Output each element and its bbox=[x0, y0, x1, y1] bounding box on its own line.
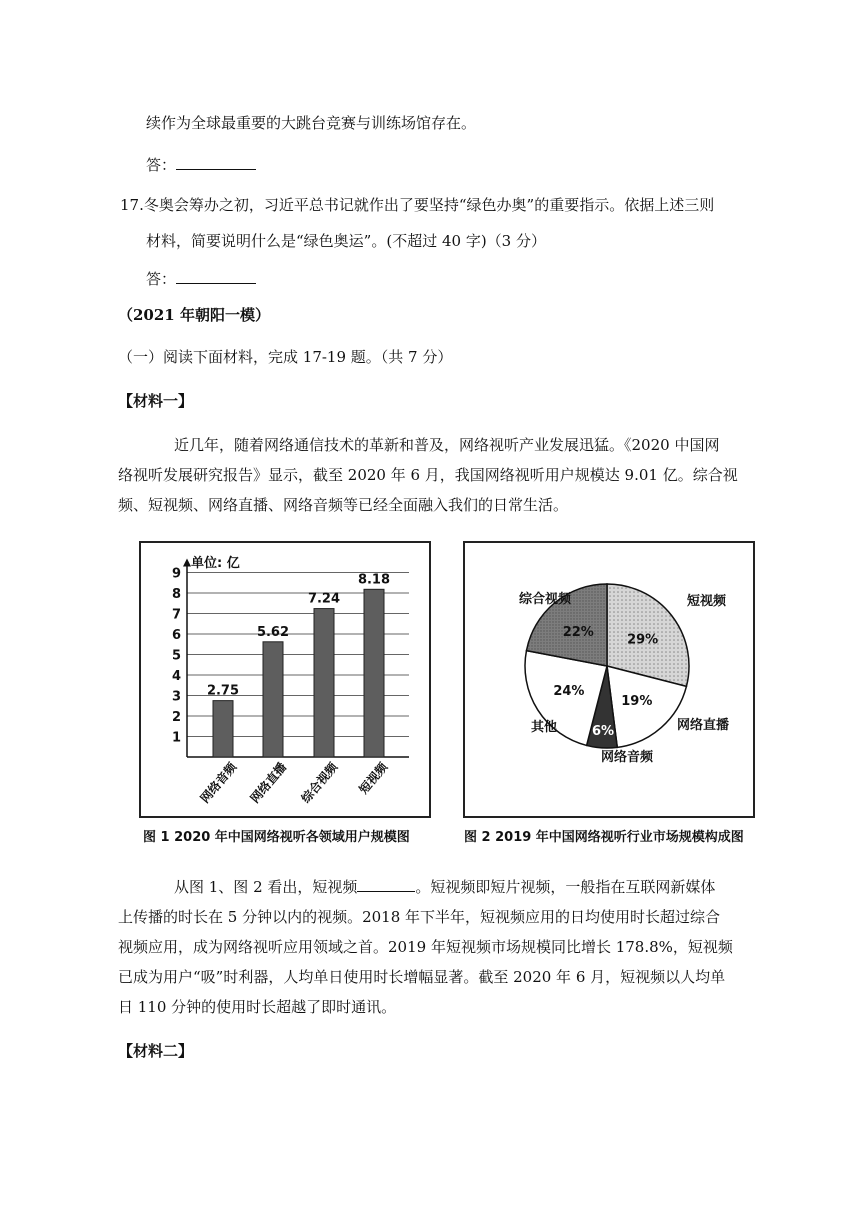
paragraph-line: 频、短视频、网络直播、网络音频等已经全面融入我们的日常生活。 bbox=[118, 496, 569, 514]
slice-percent-label: 6% bbox=[591, 723, 615, 739]
unit-label: 单位: 亿 bbox=[191, 556, 240, 571]
y-axis-arrow bbox=[183, 559, 191, 567]
y-tick-label: 2 bbox=[171, 710, 181, 725]
slice-name-label: 短视频 bbox=[687, 594, 727, 609]
data-label: 8.18 bbox=[357, 572, 391, 588]
y-tick-label: 8 bbox=[171, 587, 181, 602]
paragraph-line: 络视听发展研究报告》显示，截至 2020 年 6 月，我国网络视听用户规模达 9.01 亿。综合视 bbox=[118, 466, 738, 484]
figure-1-caption: 图 1 2020 年中国网络视听各领域用户规模图 bbox=[143, 830, 410, 845]
pie-chart bbox=[465, 543, 753, 816]
slice-percent-label: 22% bbox=[562, 625, 594, 641]
data-label: 5.62 bbox=[256, 624, 290, 640]
fill-blank[interactable] bbox=[357, 877, 415, 892]
bar bbox=[213, 701, 233, 757]
slice-percent-label: 24% bbox=[553, 684, 585, 700]
category-label: 综合视频 bbox=[298, 759, 341, 806]
answer-line-1: 答： bbox=[146, 154, 256, 175]
bar bbox=[263, 642, 283, 757]
answer-line-2: 答： bbox=[146, 268, 256, 289]
bar bbox=[364, 589, 384, 757]
paragraph-line: 日 110 分钟的使用时长超越了即时通讯。 bbox=[118, 998, 397, 1016]
slice-name-label: 综合视频 bbox=[518, 592, 571, 607]
figure-1-frame bbox=[139, 541, 431, 818]
paragraph-line: 从图 1、图 2 看出，短视频 。短视频即短片视频，一般指在互联网新媒体 bbox=[174, 878, 716, 896]
question-17: 17.冬奥会筹办之初，习近平总书记就作出了要坚持“绿色办奥”的重要指示。依据上述三则 bbox=[120, 196, 715, 214]
material-one-heading: 【材料一】 bbox=[118, 392, 194, 410]
question-17-cont: 材料，简要说明什么是“绿色奥运”。(不超过 40 字)（3 分） bbox=[146, 232, 546, 250]
y-tick-label: 9 bbox=[171, 566, 181, 582]
slice-name-label: 网络音频 bbox=[600, 750, 654, 765]
data-label: 7.24 bbox=[307, 591, 341, 607]
figure-2-caption: 图 2 2019 年中国网络视听行业市场规模构成图 bbox=[464, 830, 744, 845]
paragraph-line: 已成为用户“吸”时利器，人均单日使用时长增幅显著。截至 2020 年 6 月，短视频以人均单 bbox=[118, 968, 726, 986]
y-tick-label: 3 bbox=[171, 689, 181, 705]
slice-name-label: 网络直播 bbox=[677, 718, 730, 733]
figure-2-frame bbox=[463, 541, 755, 818]
category-label: 网络直播 bbox=[247, 759, 290, 806]
text-line: 续作为全球最重要的大跳台竞赛与训练场馆存在。 bbox=[146, 114, 477, 132]
material-two-heading: 【材料二】 bbox=[118, 1042, 194, 1060]
paragraph-line: 视频应用，成为网络视听应用领域之首。2019 年短视频市场规模同比增长 178.8%，短视频 bbox=[118, 938, 733, 956]
data-label: 2.75 bbox=[206, 683, 240, 699]
bar-chart bbox=[141, 543, 429, 816]
paragraph-line: 近几年，随着网络通信技术的革新和普及，网络视听产业发展迅猛。《2020 中国网 bbox=[174, 436, 720, 454]
section-title: （2021 年朝阳一模） bbox=[118, 306, 270, 324]
y-tick-label: 1 bbox=[171, 730, 181, 746]
y-tick-label: 6 bbox=[171, 628, 181, 643]
instruction: （一）阅读下面材料，完成 17-19 题。（共 7 分） bbox=[118, 348, 453, 366]
category-label: 短视频 bbox=[356, 759, 391, 797]
category-label: 网络音频 bbox=[197, 759, 240, 806]
paragraph-line: 上传播的时长在 5 分钟以内的视频。2018 年下半年，短视频应用的日均使用时长超过综合 bbox=[118, 908, 721, 926]
bar bbox=[314, 609, 334, 757]
y-tick-label: 4 bbox=[171, 669, 181, 684]
answer-blank[interactable] bbox=[176, 269, 256, 284]
slice-percent-label: 19% bbox=[621, 693, 653, 709]
y-tick-label: 5 bbox=[171, 648, 181, 664]
y-tick-label: 7 bbox=[171, 607, 181, 623]
slice-percent-label: 29% bbox=[627, 632, 659, 648]
answer-blank[interactable] bbox=[176, 155, 256, 170]
slice-name-label: 其他 bbox=[530, 720, 557, 735]
